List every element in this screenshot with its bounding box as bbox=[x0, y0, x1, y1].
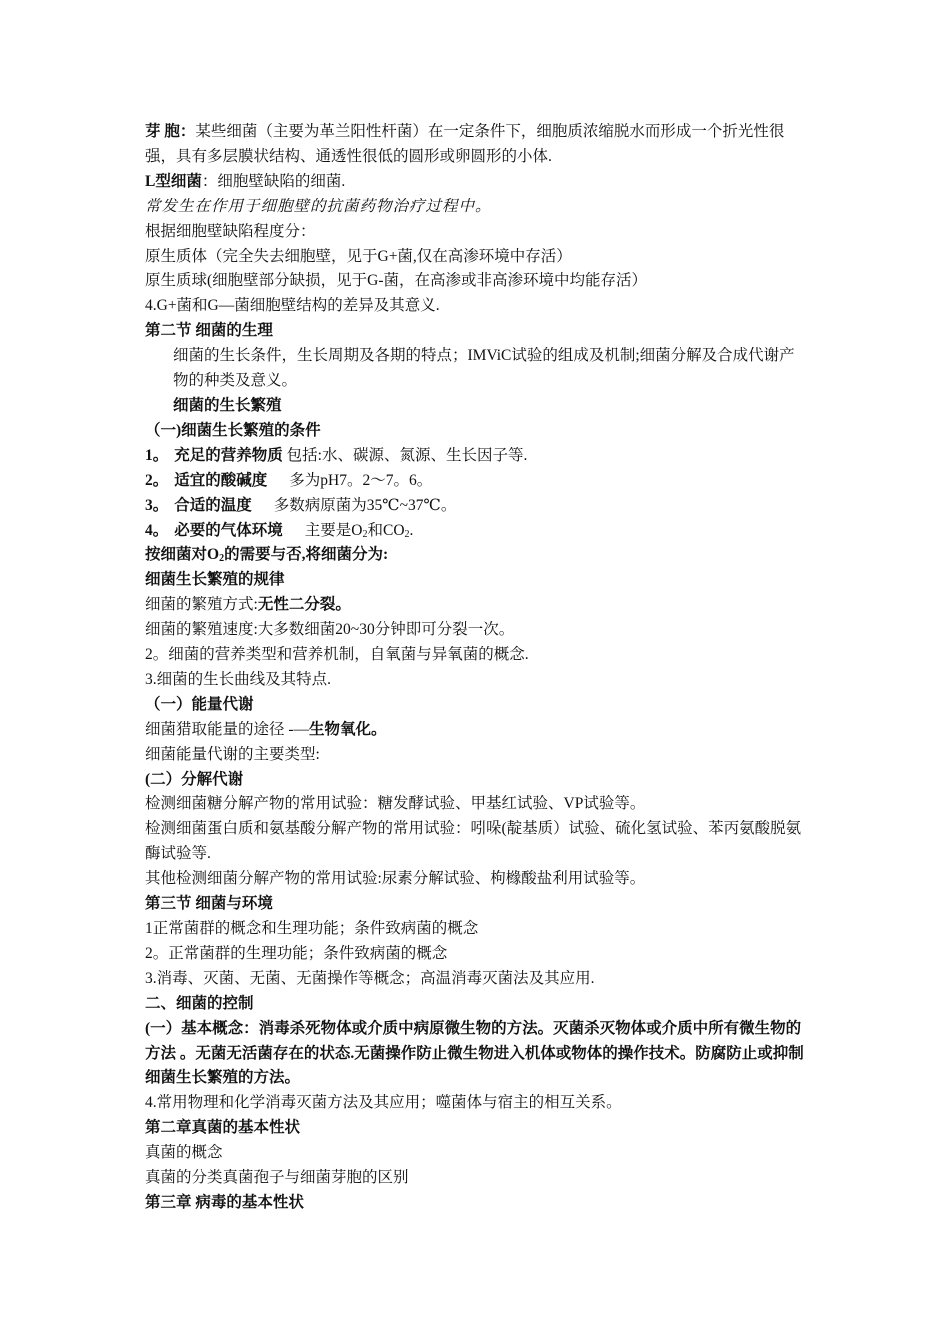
cell-wall-difference: 4.G+菌和G—菌细胞壁结构的差异及其意义. bbox=[145, 297, 440, 315]
condition-3-label: 合适的温度 bbox=[174, 496, 252, 514]
basic-concepts: (一）基本概念：消毒杀死物体或介质中病原微生物的方法。灭菌杀灭物体或介质中所有微生物的方法 。无菌无活菌存在的状态.无菌操作防止微生物进入机体或物体的操作技术。防腐防止或抑制细菌生长繁殖的方法。 bbox=[145, 1019, 804, 1087]
condition-4 bbox=[145, 519, 810, 544]
section-3-heading: 第三节 细菌与环境 bbox=[145, 895, 273, 913]
spore-definition bbox=[145, 120, 810, 170]
l-form-text: ：细胞壁缺陷的细菌. bbox=[201, 172, 346, 190]
growth-curve: 3.细菌的生长曲线及其特点. bbox=[145, 670, 332, 688]
reproduction-mode-value: 无性二分裂。 bbox=[257, 596, 351, 614]
l-form-occurrence: 常发生在作用于细胞壁的抗菌药物治疗过程中。 bbox=[145, 197, 492, 215]
condition-4-text-b: 和CO bbox=[367, 521, 405, 539]
condition-1-number: 1。 bbox=[145, 446, 169, 464]
section-2-heading: 第二节 细菌的生理 bbox=[145, 322, 273, 340]
growth-conditions-heading: （一)细菌生长繁殖的条件 bbox=[145, 421, 321, 439]
l-form-definition bbox=[145, 170, 810, 195]
physical-chemical-methods: 4.常用物理和化学消毒灭菌方法及其应用；噬菌体与宿主的相互关系。 bbox=[145, 1094, 622, 1112]
fungus-concept: 真菌的概念 bbox=[145, 1144, 223, 1162]
condition-3-text: 多数病原菌为35℃~37℃。 bbox=[273, 496, 457, 514]
control-heading: 二、细菌的控制 bbox=[145, 994, 254, 1012]
catabolism-heading: (二）分解代谢 bbox=[145, 770, 244, 788]
condition-4-number: 4。 bbox=[145, 521, 169, 539]
normal-flora-1: 1正常菌群的概念和生理功能；条件致病菌的概念 bbox=[145, 920, 479, 937]
energy-pathway bbox=[145, 718, 810, 743]
oxygen-sub: 2 bbox=[219, 553, 225, 565]
nutrition-types: 2。细菌的营养类型和营养机制，自氧菌与异氧菌的概念. bbox=[145, 646, 529, 664]
spore-label: 芽 胞： bbox=[145, 123, 196, 140]
energy-types: 细菌能量代谢的主要类型: bbox=[145, 745, 320, 763]
protein-tests: 检测细菌蛋白质和氨基酸分解产物的常用试验：吲哚(靛基质）试验、硫化氢试验、苯丙氨酸脱氨酶试验等. bbox=[145, 820, 802, 863]
condition-4-sub-1: 2 bbox=[362, 528, 368, 540]
oxygen-text-a: 按细菌对O bbox=[145, 546, 220, 564]
document-page bbox=[145, 120, 810, 1216]
condition-1 bbox=[145, 444, 810, 469]
oxygen-text-b: 的需要与否,将细菌分为: bbox=[224, 546, 389, 564]
l-form-label: L型细菌 bbox=[145, 172, 202, 190]
condition-3 bbox=[145, 494, 810, 519]
growth-law-heading: 细菌生长繁殖的规律 bbox=[145, 571, 285, 589]
disinfection-concepts: 3.消毒、灭菌、无菌、无菌操作等概念；高温消毒灭菌法及其应用. bbox=[145, 969, 595, 987]
reproduction-speed: 细菌的繁殖速度:大多数细菌20~30分钟即可分裂一次。 bbox=[145, 621, 515, 639]
condition-2-number: 2。 bbox=[145, 471, 169, 489]
protoplast-line: 原生质体（完全失去细胞壁，见于G+菌,仅在高渗环境中存活） bbox=[145, 247, 572, 265]
condition-2-label: 适宜的酸碱度 bbox=[174, 471, 268, 489]
condition-1-label: 充足的营养物质 bbox=[174, 446, 283, 464]
sugar-tests: 检测细菌糖分解产物的常用试验：糖发酵试验、甲基红试验、VP试验等。 bbox=[145, 795, 646, 813]
condition-4-text-c: . bbox=[409, 521, 414, 539]
condition-1-text: 包括:水、碳源、氮源、生长因子等. bbox=[282, 446, 528, 464]
l-form-degree: 根据细胞壁缺陷程度分： bbox=[145, 222, 316, 240]
condition-3-number: 3。 bbox=[145, 496, 169, 514]
chapter-2-heading: 第二章真菌的基本性状 bbox=[145, 1119, 301, 1137]
oxygen-classification bbox=[145, 543, 810, 568]
energy-metabolism-heading: （一）能量代谢 bbox=[145, 695, 254, 713]
condition-4-sub-2: 2 bbox=[404, 528, 410, 540]
other-tests: 其他检测细菌分解产物的常用试验:尿素分解试验、枸橼酸盐利用试验等。 bbox=[145, 870, 646, 888]
growth-heading: 细菌的生长繁殖 bbox=[173, 396, 282, 414]
spore-text: 某些细菌（主要为革兰阳性杆菌）在一定条件下，细胞质浓缩脱水而形成一个折光性很强，具有多层膜状结构、通透性很低的圆形或卵圆形的小体. bbox=[145, 123, 785, 165]
energy-pathway-label: 细菌猎取能量的途径 -— bbox=[145, 720, 310, 738]
energy-pathway-value: 生物氧化。 bbox=[309, 720, 387, 738]
condition-4-text-a: 主要是O bbox=[304, 521, 363, 539]
fungus-classification: 真菌的分类真菌孢子与细菌芽胞的区别 bbox=[145, 1169, 409, 1187]
reproduction-mode-label: 细菌的繁殖方式: bbox=[145, 596, 258, 614]
condition-2 bbox=[145, 469, 810, 494]
section-2-summary: 细菌的生长条件，生长周期及各期的特点；IMViC试验的组成及机制;细菌分解及合成代谢产物的种类及意义。 bbox=[173, 347, 795, 390]
spheroplast-line: 原生质球(细胞壁部分缺损，见于G-菌，在高渗或非高渗环境中均能存活） bbox=[145, 272, 648, 290]
normal-flora-2: 2。正常菌群的生理功能；条件致病菌的概念 bbox=[145, 944, 448, 962]
condition-2-text: 多为pH7。2～7。6。 bbox=[289, 471, 433, 489]
chapter-3-heading: 第三章 病毒的基本性状 bbox=[145, 1193, 304, 1211]
reproduction-mode bbox=[145, 593, 810, 618]
condition-4-label: 必要的气体环境 bbox=[174, 521, 283, 539]
